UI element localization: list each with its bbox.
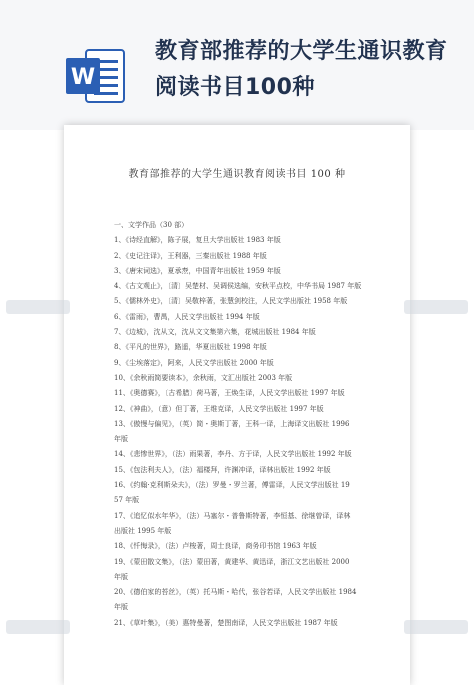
list-item: 9、《尘埃落定》，阿来，人民文学出版社 2000 年版 xyxy=(114,358,274,367)
watermark xyxy=(6,620,70,634)
list-item: 16、《约翰·克利斯朵夫》，（法）罗曼・罗兰著，傅雷译，人民文学出版社 19 xyxy=(114,481,350,490)
list-item: 19、《蒙田散文集》，（法）蒙田著，黄建华、黄迅译，浙江文艺出版社 2000 xyxy=(114,557,350,566)
document-page xyxy=(64,125,410,685)
watermark xyxy=(6,300,70,314)
reading-list xyxy=(114,218,364,631)
watermark xyxy=(404,620,468,634)
list-item: 8、《平凡的世界》，路遥，华夏出版社 1998 年版 xyxy=(114,343,267,352)
list-item: 11、《奥德赛》，〔古希腊〕荷马著，王焕生译，人民文学出版社 1997 年版 xyxy=(114,389,345,398)
header-banner xyxy=(0,0,474,130)
list-item: 20、《德伯家的苔丝》，（英）托马斯・哈代，张谷若译，人民文学出版社 1984 xyxy=(114,588,357,597)
list-item: 1、《诗经直解》，陈子展，复旦大学出版社 1983 年版 xyxy=(114,236,281,245)
list-item: 17、《追忆似水年华》，（法）马塞尔・普鲁斯特著，李恒基、徐继曾译，译林 xyxy=(114,511,351,520)
list-item: 年版 xyxy=(114,603,128,612)
list-item: 13、《傲慢与偏见》，（英）简・奥斯丁著，王科一译，上海译文出版社 1996 xyxy=(114,419,350,428)
word-icon xyxy=(64,44,128,108)
list-item: 12、《神曲》，（意）但丁著，王维克译，人民文学出版社 1997 年版 xyxy=(114,404,324,413)
list-item: 5、《儒林外史》，〔清〕吴敬梓著，张慧剑校注，人民文学出版社 1958 年版 xyxy=(114,297,348,306)
list-item: 7、《边城》，沈从文，沈从文文集第六集，花城出版社 1984 年版 xyxy=(114,328,316,337)
list-item: 2、《史记注译》，王利器，三秦出版社 1988 年版 xyxy=(114,251,267,260)
list-item: 出版社 1995 年版 xyxy=(114,526,172,535)
list-item: 年版 xyxy=(114,435,128,444)
list-item: 年版 xyxy=(114,572,128,581)
list-item: 14、《悲惨世界》，（法）雨果著，李丹、方于译，人民文学出版社 1992 年版 xyxy=(114,450,352,459)
word-icon-letter: W xyxy=(70,65,96,90)
list-item: 6、《雷雨》，曹禺，人民文学出版社 1994 年版 xyxy=(114,312,260,321)
document-title: 教育部推荐的大学生通识教育阅读书目 100 种 xyxy=(128,169,346,180)
list-item: 4、《古文观止》，〔清〕吴楚材、吴调侯选编，安秋平点校，中华书局 1987 年版 xyxy=(114,282,362,291)
list-item: 15、《包法利夫人》，（法）福楼拜，许渊冲译，译林出版社 1992 年版 xyxy=(114,465,331,474)
watermark xyxy=(404,300,468,314)
list-item: 21、《草叶集》，（美）惠特曼著，楚图南译，人民文学出版社 1987 年版 xyxy=(114,618,338,627)
list-item: 10、《余秋雨简要读本》，余秋雨，文汇出版社 2003 年版 xyxy=(114,373,293,382)
list-item: 3、《唐宋词选》，夏承焘，中国青年出版社 1959 年版 xyxy=(114,266,281,275)
page-title: 教育部推荐的大学生通识教育阅读书目100种 xyxy=(155,39,448,100)
list-item: 57 年版 xyxy=(114,496,140,505)
list-item: 一、文学作品（30 部） xyxy=(114,221,189,229)
list-item: 18、《忏悔录》，（法）卢梭著，周士良译，商务印书馆 1963 年版 xyxy=(114,542,317,551)
